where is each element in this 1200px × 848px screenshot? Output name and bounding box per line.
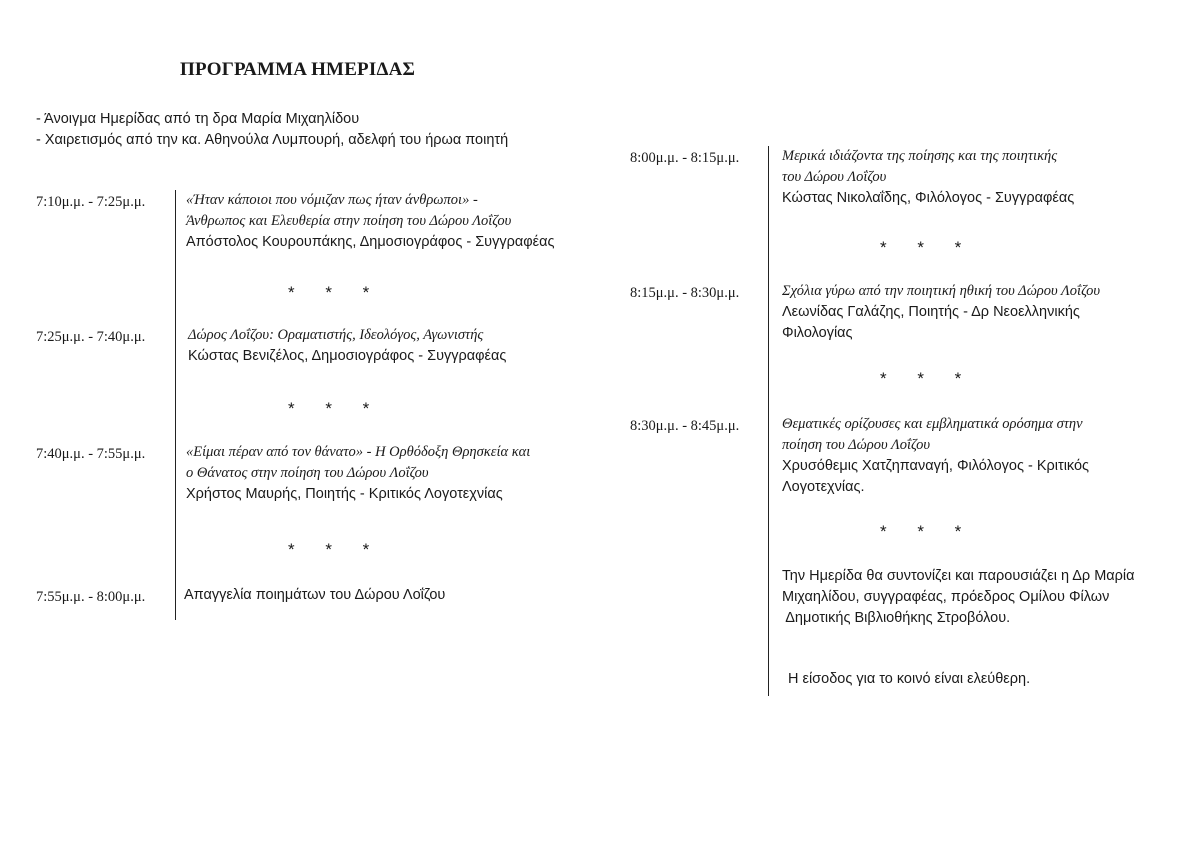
session-entry bbox=[782, 146, 1074, 209]
talk-title-line: «Είμαι πέραν από τον θάνατο» - Η Ορθόδοξη Θρησκεία και bbox=[186, 444, 531, 460]
speaker-line: Απόστολος Κουρουπάκης, Δημοσιογράφος - Συγγραφέας bbox=[186, 234, 555, 250]
session-entry bbox=[186, 190, 554, 253]
session-entry bbox=[184, 585, 445, 606]
session-entry bbox=[782, 281, 1100, 344]
speaker-line: Κώστας Βενιζέλος, Δημοσιογράφος - Συγγραφέας bbox=[188, 348, 507, 364]
speaker-line: Χρήστος Μαυρής, Ποιητής - Κριτικός Λογοτεχνίας bbox=[186, 486, 503, 502]
session-entry bbox=[188, 325, 506, 367]
left-column-divider bbox=[175, 190, 176, 620]
talk-title-line: του Δώρου Λοΐζου bbox=[782, 169, 887, 185]
separator-stars: * * * bbox=[288, 540, 383, 559]
session-time: 7:10μ.μ. - 7:25μ.μ. bbox=[36, 194, 146, 210]
talk-title-line: Δώρος Λοΐζου: Οραματιστής, Ιδεολόγος, Αγωνιστής bbox=[188, 327, 484, 343]
session-entry bbox=[782, 414, 1089, 498]
talk-title-line: Σχόλια γύρω από την ποιητική ηθική του Δώρου Λοΐζου bbox=[782, 283, 1101, 299]
speaker-line: Φιλολογίας bbox=[782, 325, 853, 341]
right-column-divider bbox=[768, 146, 769, 696]
intro-opening: - Άνοιγμα Ημερίδας από τη δρα Μαρία Μιχαηλίδου bbox=[36, 111, 360, 127]
separator-stars: * * * bbox=[880, 522, 975, 541]
session-time: 7:25μ.μ. - 7:40μ.μ. bbox=[36, 329, 146, 345]
speaker-line: Κώστας Νικολαΐδης, Φιλόλογος - Συγγραφέας bbox=[782, 190, 1075, 206]
talk-title-line: Άνθρωπος και Ελευθερία στην ποίηση του Δώρου Λοΐζου bbox=[186, 213, 512, 229]
talk-title-line: «Ήταν κάποιοι που νόμιζαν πως ήταν άνθρωποι» - bbox=[186, 192, 478, 208]
separator-stars: * * * bbox=[288, 283, 383, 302]
separator-stars: * * * bbox=[288, 399, 383, 418]
talk-title-line: ο Θάνατος στην ποίηση του Δώρου Λοΐζου bbox=[186, 465, 429, 481]
separator-stars: * * * bbox=[880, 369, 975, 388]
session-time: 8:30μ.μ. - 8:45μ.μ. bbox=[630, 418, 740, 434]
moderator-line: Δημοτικής Βιβλιοθήκης Στροβόλου. bbox=[782, 610, 1011, 626]
moderator-line: Μιχαηλίδου, συγγραφέας, πρόεδρος Ομίλου Φίλων bbox=[782, 589, 1110, 605]
recitation-line: Απαγγελία ποιημάτων του Δώρου Λοΐζου bbox=[184, 587, 446, 603]
speaker-line: Λεωνίδας Γαλάζης, Ποιητής - Δρ Νεοελληνικής bbox=[782, 304, 1080, 320]
session-time: 7:40μ.μ. - 7:55μ.μ. bbox=[36, 446, 146, 462]
talk-title-line: Θεματικές ορίζουσες και εμβληματικά ορόσημα στην bbox=[782, 416, 1083, 432]
speaker-line: Λογοτεχνίας. bbox=[782, 479, 865, 495]
session-time: 7:55μ.μ. - 8:00μ.μ. bbox=[36, 589, 146, 605]
page-title: ΠΡΟΓΡΑΜΜΑ ΗΜΕΡΙΔΑΣ bbox=[180, 59, 416, 80]
entrance-note: Η είσοδος για το κοινό είναι ελεύθερη. bbox=[788, 671, 1031, 687]
talk-title-line: ποίηση του Δώρου Λοΐζου bbox=[782, 437, 931, 453]
talk-title-line: Μερικά ιδιάζοντα της ποίησης και της ποιητικής bbox=[782, 148, 1058, 164]
moderator-note bbox=[782, 566, 1135, 629]
moderator-line: Την Ημερίδα θα συντονίζει και παρουσιάζει η Δρ Μαρία bbox=[782, 568, 1135, 584]
intro-greeting: - Χαιρετισμός από την κα. Αθηνούλα Λυμπουρή, αδελφή του ήρωα ποιητή bbox=[36, 132, 509, 148]
session-entry bbox=[186, 442, 530, 505]
session-time: 8:15μ.μ. - 8:30μ.μ. bbox=[630, 285, 740, 301]
session-time: 8:00μ.μ. - 8:15μ.μ. bbox=[630, 150, 740, 166]
speaker-line: Χρυσόθεμις Χατζηπαναγή, Φιλόλογος - Κριτικός bbox=[782, 458, 1090, 474]
separator-stars: * * * bbox=[880, 238, 975, 257]
